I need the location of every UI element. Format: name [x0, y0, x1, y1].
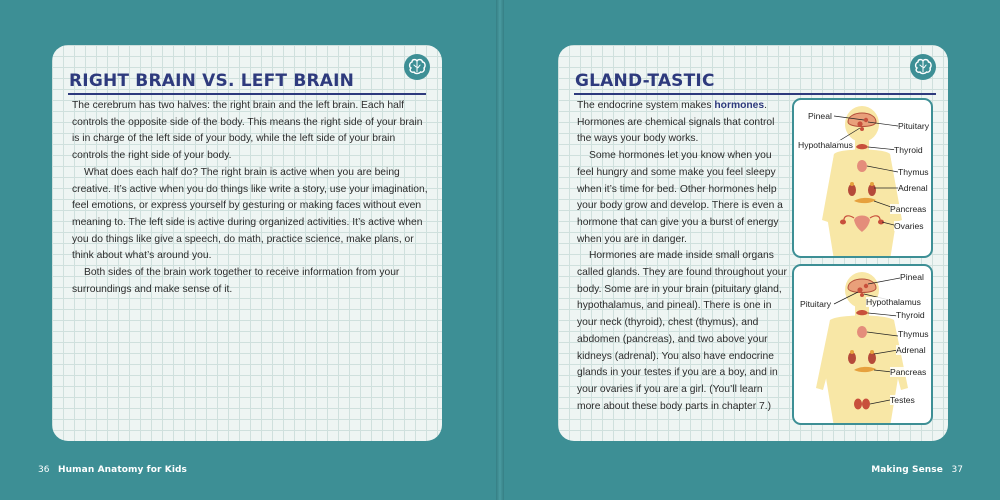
label-adrenal: Adrenal — [896, 345, 926, 355]
left-page-card — [52, 45, 442, 441]
page-number: 37 — [951, 465, 963, 475]
page-title: RIGHT BRAIN VS. LEFT BRAIN — [69, 71, 355, 91]
highlight-term: hormones — [714, 100, 765, 111]
page-title: GLAND-TASTIC — [575, 71, 715, 91]
label-pineal: Pineal — [808, 111, 832, 121]
label-ovaries: Ovaries — [894, 221, 924, 231]
brain-icon — [404, 54, 430, 80]
title-underline — [68, 93, 426, 95]
label-hypothalamus: Hypothalamus — [798, 140, 853, 150]
text-run: The endocrine system makes — [577, 100, 715, 111]
endocrine-diagram-female — [792, 98, 933, 258]
book-spine — [496, 0, 504, 500]
paragraph: What does each half do? The right brain is active when you are being creative. It’s active when you do things like write a story, use your imagination, feel emotions, or express yourself by gesturing or making faces without even meaning to. The left side is active during organized activities. It’s active when you do things like give a speech, do math, practice science, make plans, or think about what’s around you. — [72, 166, 428, 262]
endocrine-diagram-male — [792, 264, 933, 425]
left-body-text — [72, 98, 428, 298]
paragraph: Hormones are made inside small organs called glands. They are found throughout your body. Some are in your brain (pituitary gland, hypothalamus, and pineal). There is one in your neck (thyroid), chest (thymus), and abdomen (pancreas), and two above your kidneys (adrenal). You also have endocrine glands in your testes if you are a boy, and in your ovaries if you are a girl. (You’ll learn more about these body parts in chapter 7.) — [577, 250, 787, 412]
text-run: . Hormones are chemical signals that control the ways your body works. — [577, 100, 775, 145]
brain-icon — [910, 54, 936, 80]
page-number: 36 — [38, 465, 50, 475]
right-footer — [871, 465, 963, 475]
label-pituitary: Pituitary — [898, 121, 930, 131]
paragraph — [577, 98, 787, 148]
right-body-text — [577, 98, 787, 415]
label-thymus: Thymus — [898, 329, 929, 339]
title-underline — [574, 93, 936, 95]
label-thyroid: Thyroid — [896, 310, 925, 320]
label-pituitary: Pituitary — [800, 299, 832, 309]
label-pancreas: Pancreas — [890, 367, 927, 377]
book-title: Human Anatomy for Kids — [58, 465, 188, 475]
label-pineal: Pineal — [900, 272, 924, 282]
label-pancreas: Pancreas — [890, 204, 927, 214]
left-footer — [38, 465, 187, 475]
paragraph: Some hormones let you know when you feel hungry and some make you feel sleepy when it’s time for bed. Other hormones help your body grow and develop. There is even a hormone that can give you a burst of energy when you are in danger. — [577, 150, 783, 245]
section-title: Making Sense — [871, 465, 943, 475]
paragraph: Both sides of the brain work together to receive information from your surroundings and make sense of it. — [72, 267, 400, 295]
right-page-card — [558, 45, 948, 441]
label-thyroid: Thyroid — [894, 145, 923, 155]
paragraph: The cerebrum has two halves: the right brain and the left brain. Each half controls the opposite side of the body. This means the right side of your brain is in charge of the left side of your body, while the left side of your brain controls the right side of your body. — [72, 100, 423, 162]
label-testes: Testes — [890, 395, 915, 405]
label-hypothalamus: Hypothalamus — [866, 297, 921, 307]
label-thymus: Thymus — [898, 167, 929, 177]
label-adrenal: Adrenal — [898, 183, 928, 193]
